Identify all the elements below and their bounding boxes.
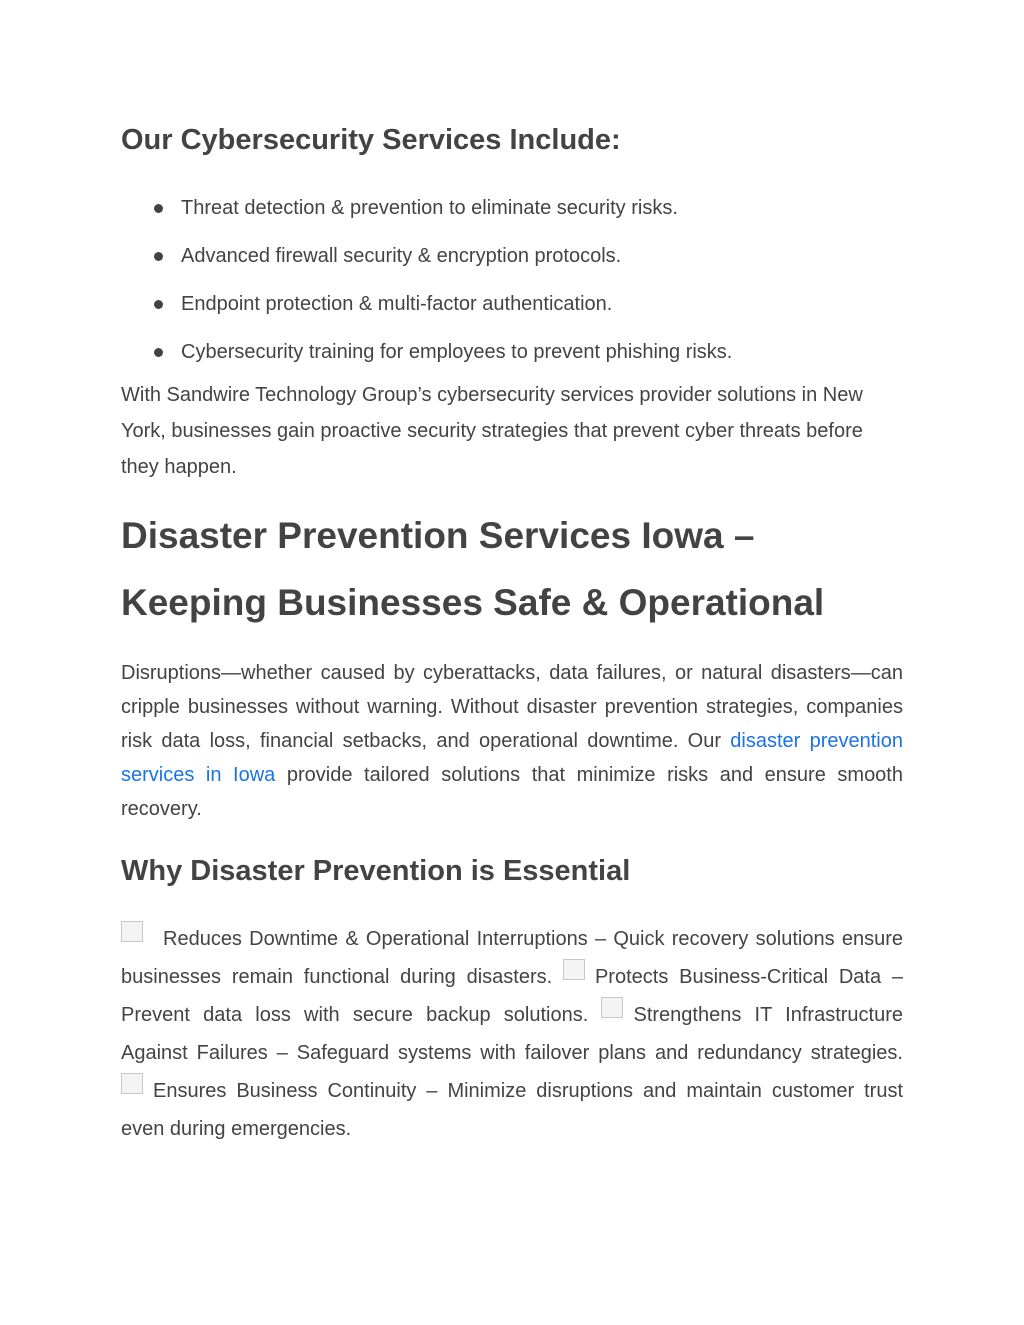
cybersecurity-summary-paragraph: With Sandwire Technology Group’s cybersecurity services provider solutions in New York, businesses gain proactive security strategies that prevent cyber threats before they happen. [121,384,863,478]
checkbox-icon [601,997,623,1018]
section-heading-cybersecurity-services: Our Cybersecurity Services Include: [121,124,621,156]
cybersecurity-services-list [121,190,903,382]
list-item: Threat detection & prevention to eliminate security risks. [121,190,903,238]
list-item: Advanced firewall security & encryption protocols. [121,238,903,286]
list-item: Endpoint protection & multi-factor authentication. [121,286,903,334]
page-title-disaster-prevention: Disaster Prevention Services Iowa – Keeping Businesses Safe & Operational [121,515,825,623]
disaster-prevention-intro-paragraph: Disruptions—whether caused by cyberattacks, data failures, or natural disasters—can cripple businesses without warning. Without disaster prevention strategies, companies risk data loss, financial setbacks, and operational downtime. Our disaster prevention services in Iowa provide tailored solutions that minimize risks and ensure smooth recovery. [121,662,903,820]
bullet-dot-icon [154,300,163,309]
checkbox-icon [121,1073,143,1094]
checkbox-icon [563,959,585,980]
bullet-dot-icon [154,348,163,357]
checkbox-icon [121,921,143,942]
disaster-prevention-services-link[interactable]: disaster prevention services in Iowa [121,730,903,786]
bullet-dot-icon [154,252,163,261]
list-item: Cybersecurity training for employees to prevent phishing risks. [121,334,903,382]
bullet-dot-icon [154,204,163,213]
section-heading-why-essential: Why Disaster Prevention is Essential [121,855,631,887]
benefits-paragraph: Reduces Downtime & Operational Interruptions – Quick recovery solutions ensure businesses remain functional during disasters. Protects Business-Critical Data – Prevent data loss with secure backup solutions. Strengthens IT Infrastructure Against Failures – Safeguard systems with failover plans and redundancy strategies. Ensures Business Continuity – Minimize disruptions and maintain customer trust even during emergencies. [121,920,903,1148]
